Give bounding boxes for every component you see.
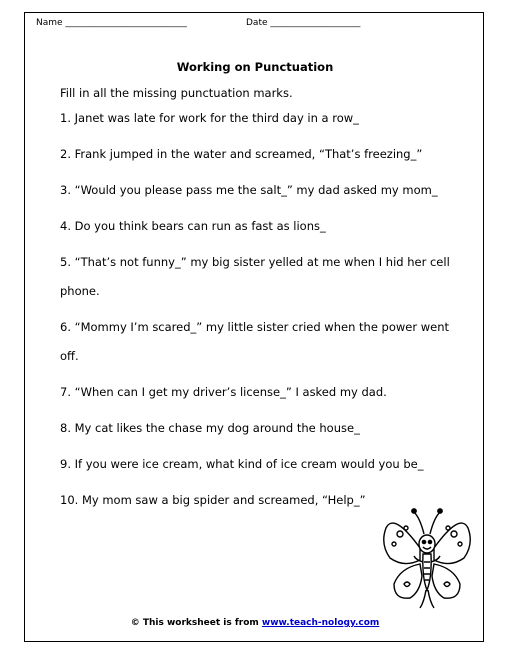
question-4: 4. Do you think bears can run as fast as lions_ bbox=[60, 219, 326, 233]
question-2: 2. Frank jumped in the water and screamed, “That’s freezing_” bbox=[60, 147, 423, 161]
question-6: 6. “Mommy I’m scared_” my little sister cried when the power went off. bbox=[60, 320, 450, 363]
question-3: 3. “Would you please pass me the salt_” my dad asked my mom_ bbox=[60, 183, 438, 197]
question-8: 8. My cat likes the chase my dog around the house_ bbox=[60, 421, 360, 435]
date-field: Date ____________________ bbox=[246, 18, 361, 28]
header bbox=[36, 18, 476, 28]
question-1: 1. Janet was late for work for the third day in a row_ bbox=[60, 111, 359, 125]
page-title: Working on Punctuation bbox=[176, 60, 334, 74]
footer-link[interactable]: www.teach-nology.com bbox=[261, 618, 380, 628]
question-5: 5. “That’s not funny_” my big sister yelled at me when I hid her cell phone. bbox=[60, 255, 450, 298]
question-9: 9. If you were ice cream, what kind of ice cream would you be_ bbox=[60, 457, 424, 471]
name-field: Name ___________________________ bbox=[36, 18, 187, 28]
footer bbox=[0, 618, 510, 628]
question-10: 10. My mom saw a big spider and screamed, “Help_” bbox=[60, 493, 366, 507]
instructions: Fill in all the missing punctuation marks. bbox=[60, 86, 293, 100]
footer-prefix: © This worksheet is from bbox=[130, 618, 262, 628]
butterfly-icon bbox=[380, 504, 474, 612]
question-7: 7. “When can I get my driver’s license_” I asked my dad. bbox=[60, 385, 387, 399]
